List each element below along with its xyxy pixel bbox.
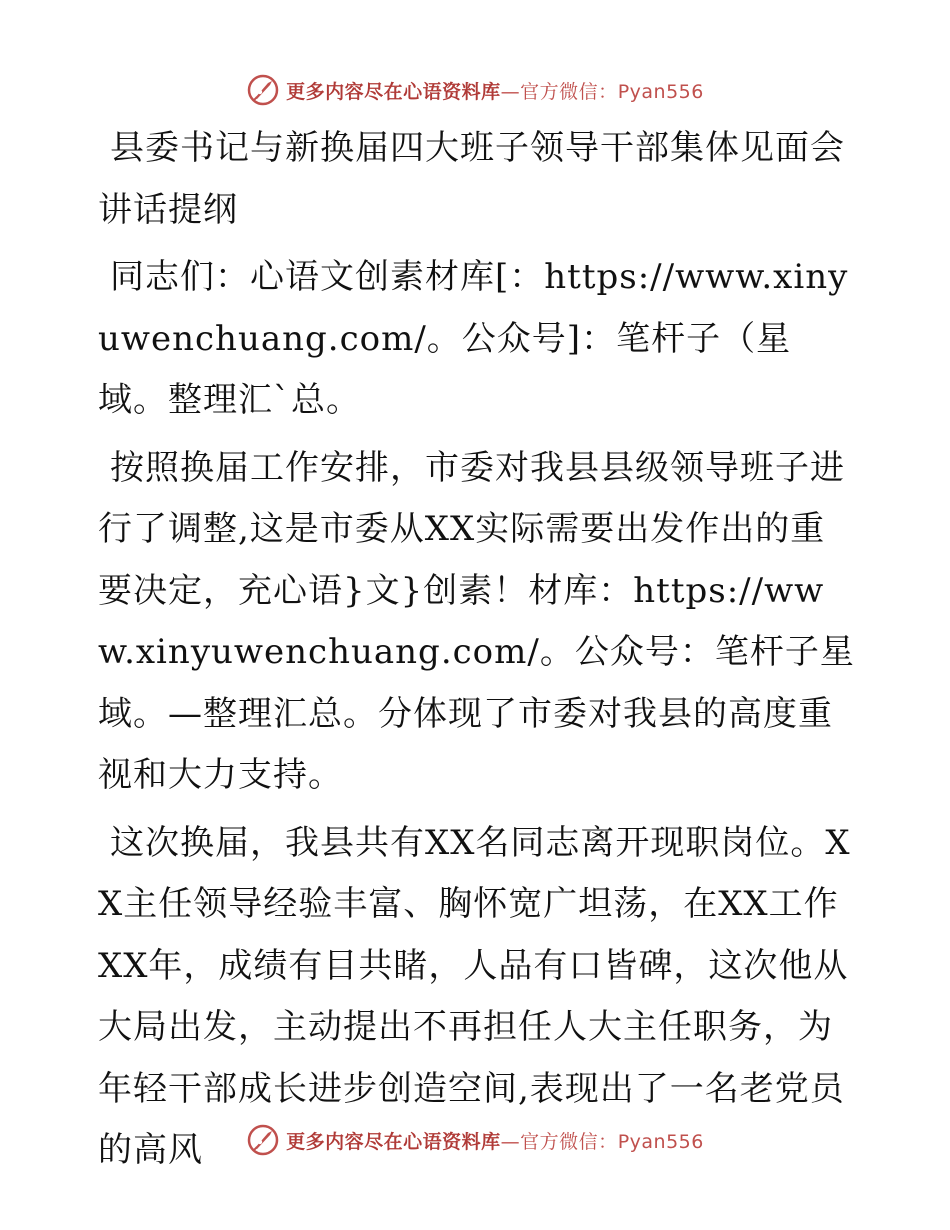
paragraph-1: 同志们：心语文创素材库[：https://www.xinyuwenchuang.com/。公众号]：笔杆子（星域。整理汇`总。 xyxy=(98,257,849,420)
header-banner xyxy=(0,70,950,110)
quill-pen-logo-icon xyxy=(246,73,280,107)
footer-banner-account: Pyan556 xyxy=(617,1130,704,1153)
paragraph-3: 这次换届，我县共有XX名同志离开现职岗位。XX主任领导经验丰富、胸怀宽广坦荡，在XX工作XX年，成绩有目共睹，人品有口皆碑，这次他从大局出发，主动提出不再担任人大主任职务，为年轻干部成长进步创造空间,表现出了一名老党员的高风 xyxy=(98,822,851,1170)
document-title: 县委书记与新换届四大班子领导干部集体见面会讲话提纲 xyxy=(98,128,845,230)
footer-banner-slogan: 更多内容尽在心语资料库 xyxy=(286,1130,501,1153)
paragraph-2: 按照换届工作安排，市委对我县县级领导班子进行了调整,这是市委从XX实际需要出发作出的重要决定，充心语}文}创素！材库：https://www.xinyuwenchuang.com/。公众号：笔杆子星域。—整理汇总。分体现了市委对我县的高度重视和大力支持。 xyxy=(98,447,855,795)
footer-banner xyxy=(0,1120,950,1160)
quill-pen-logo-icon xyxy=(246,1123,280,1157)
header-banner-text xyxy=(286,77,704,104)
document-body xyxy=(98,118,858,1182)
footer-banner-text xyxy=(286,1127,704,1154)
header-banner-slogan: 更多内容尽在心语资料库 xyxy=(286,80,501,103)
footer-banner-separator: —官方微信： xyxy=(500,1130,618,1153)
header-banner-separator: —官方微信： xyxy=(500,80,618,103)
header-banner-account: Pyan556 xyxy=(617,80,704,103)
